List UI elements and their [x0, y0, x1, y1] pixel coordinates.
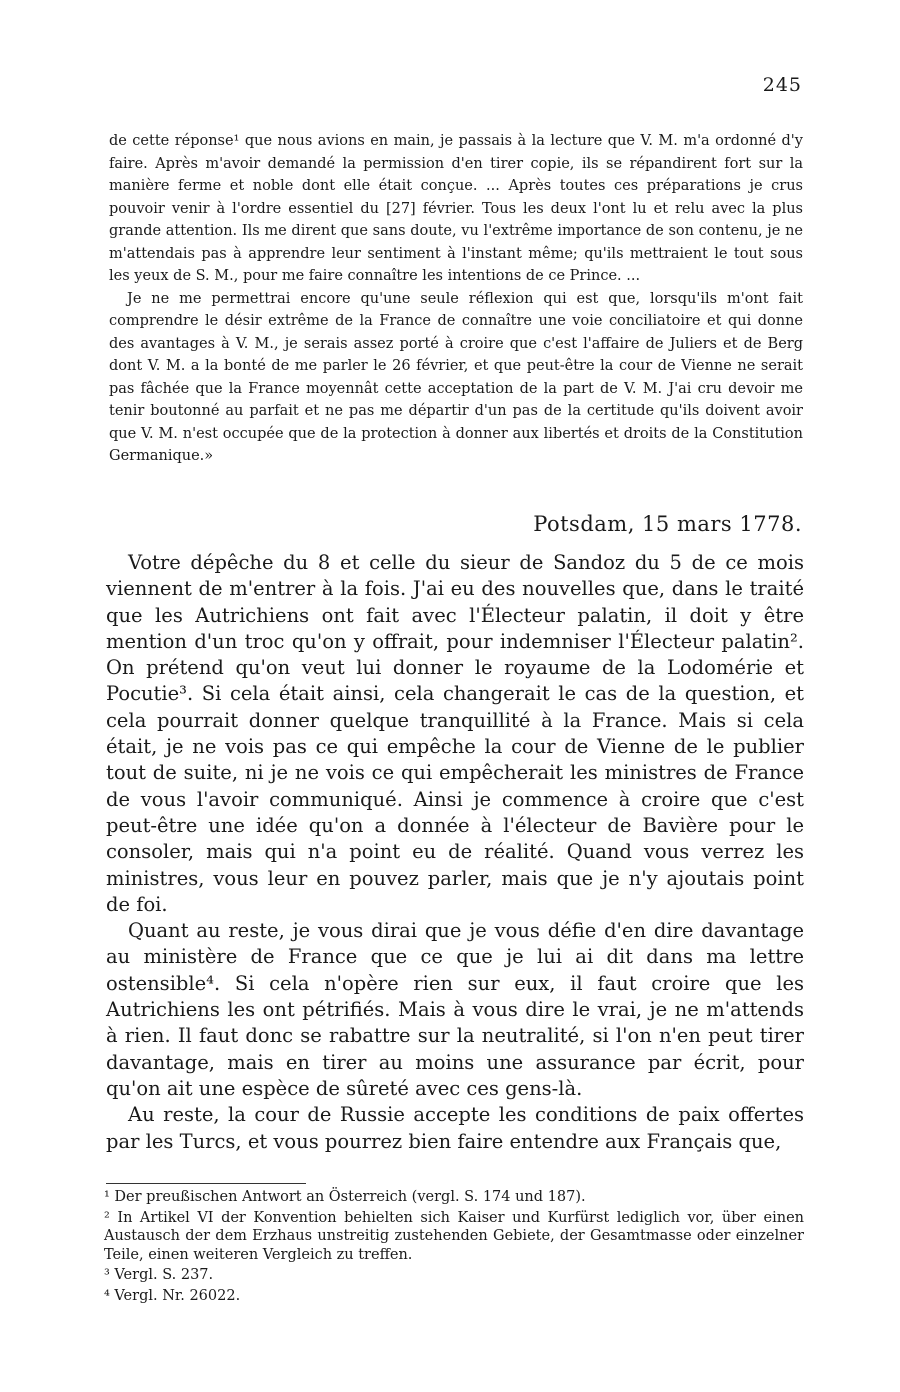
letter-body [106, 550, 804, 1155]
letter-dateline: Potsdam, 15 mars 1778. [533, 512, 802, 536]
letter-paragraph: Au reste, la cour de Russie accepte les conditions de paix offertes par les Turcs, et vous pourrez bien faire entendre aux Français que, [106, 1103, 804, 1153]
letter-paragraph: Quant au reste, je vous dirai que je vous défie d'en dire davantage au ministère de France que ce que je lui ai dit dans ma lettre ostensible⁴. Si cela n'opère rien sur eux, il faut croire que les Autrichiens les ont pétrifiés. Mais à vous dire le vrai, je ne m'attends à rien. Il faut donc se rabattre sur la neutralité, si l'on n'en peut tirer davantage, mais en tirer au moins une assurance par écrit, pour qu'on ait une espèce de sûreté avec ces gens-là. [106, 919, 804, 1100]
footnote-divider [106, 1183, 306, 1184]
footnotes [104, 1188, 804, 1307]
letter-paragraph: Votre dépêche du 8 et celle du sieur de Sandoz du 5 de ce mois viennent de m'entrer à la fois. J'ai eu des nouvelles que, dans le traité que les Autrichiens ont fait avec l'Électeur palatin, il doit y être mention d'un troc qu'on y offrait, pour indemniser l'Électeur palatin². On prétend qu'on veut lui donner le royaume de la Lodomérie et Pocutie³. Si cela était ainsi, cela changerait le cas de la question, et cela pourrait donner quelque tranquillité à la France. Mais si cela était, je ne vois pas ce qui empêche la cour de Vienne de le publier tout de suite, ni je ne vois ce qui empêcherait les ministres de France de vous l'avoir communiqué. Ainsi je commence à croire que c'est peut-être une idée qu'on a donnée à l'électeur de Bavière pour le consoler, mais qui n'a point eu de réalité. Quand vous verrez les ministres, vous leur en pouvez parler, mais que je n'y ajoutais point de foi. [106, 551, 804, 916]
footnote: ⁴ Vergl. Nr. 26022. [104, 1287, 241, 1304]
footnote: ¹ Der preußischen Antwort an Österreich (vergl. S. 174 und 187). [104, 1189, 586, 1205]
footnote: ³ Vergl. S. 237. [104, 1267, 214, 1283]
quoted-report [109, 130, 803, 468]
quote-paragraph: de cette réponse¹ que nous avions en main, je passais à la lecture que V. M. m'a ordonné d'y faire. Après m'avoir demandé la permission d'en tirer copie, ils se répandirent fort sur la manière ferme et noble dont elle était conçue. ... Après toutes ces préparations je crus pouvoir venir à l'ordre essentiel du [27] février. Tous les deux l'ont lu et relu avec la plus grande attention. Ils me dirent que sans doute, vu l'extrême importance de son contenu, je ne m'attendais pas à apprendre leur sentiment à l'instant même; qu'ils mettraient le tout sous les yeux de S. M., pour me faire connaître les intentions de ce Prince. ... [109, 133, 803, 284]
page-number: 245 [762, 74, 802, 96]
quote-paragraph: Je ne me permettrai encore qu'une seule réflexion qui est que, lorsqu'ils m'ont fait comprendre le désir extrême de la France de connaître une voie conciliatoire et qui donne des avantages à V. M., je serais assez porté à croire que c'est l'affaire de Juliers et de Berg dont V. M. a la bonté de me parler le 26 février, et que peut-être la cour de Vienne ne serait pas fâchée que la France moyennât cette acceptation de la part de V. M. J'ai cru devoir me tenir boutonné au parfait et ne pas me départir d'un pas de la certitude qu'ils doivent avoir que V. M. n'est occupée que de la protection à donner aux libertés et droits de la Constitution Germanique.» [109, 290, 803, 464]
footnote: ² In Artikel VI der Konvention behielten sich Kaiser und Kurfürst lediglich vor, über einen Austausch der dem Erzhaus unstreitig zustehenden Gebiete, der Gesamtmasse oder einzelner Teile, einen weiteren Vergleich zu treffen. [104, 1209, 804, 1263]
